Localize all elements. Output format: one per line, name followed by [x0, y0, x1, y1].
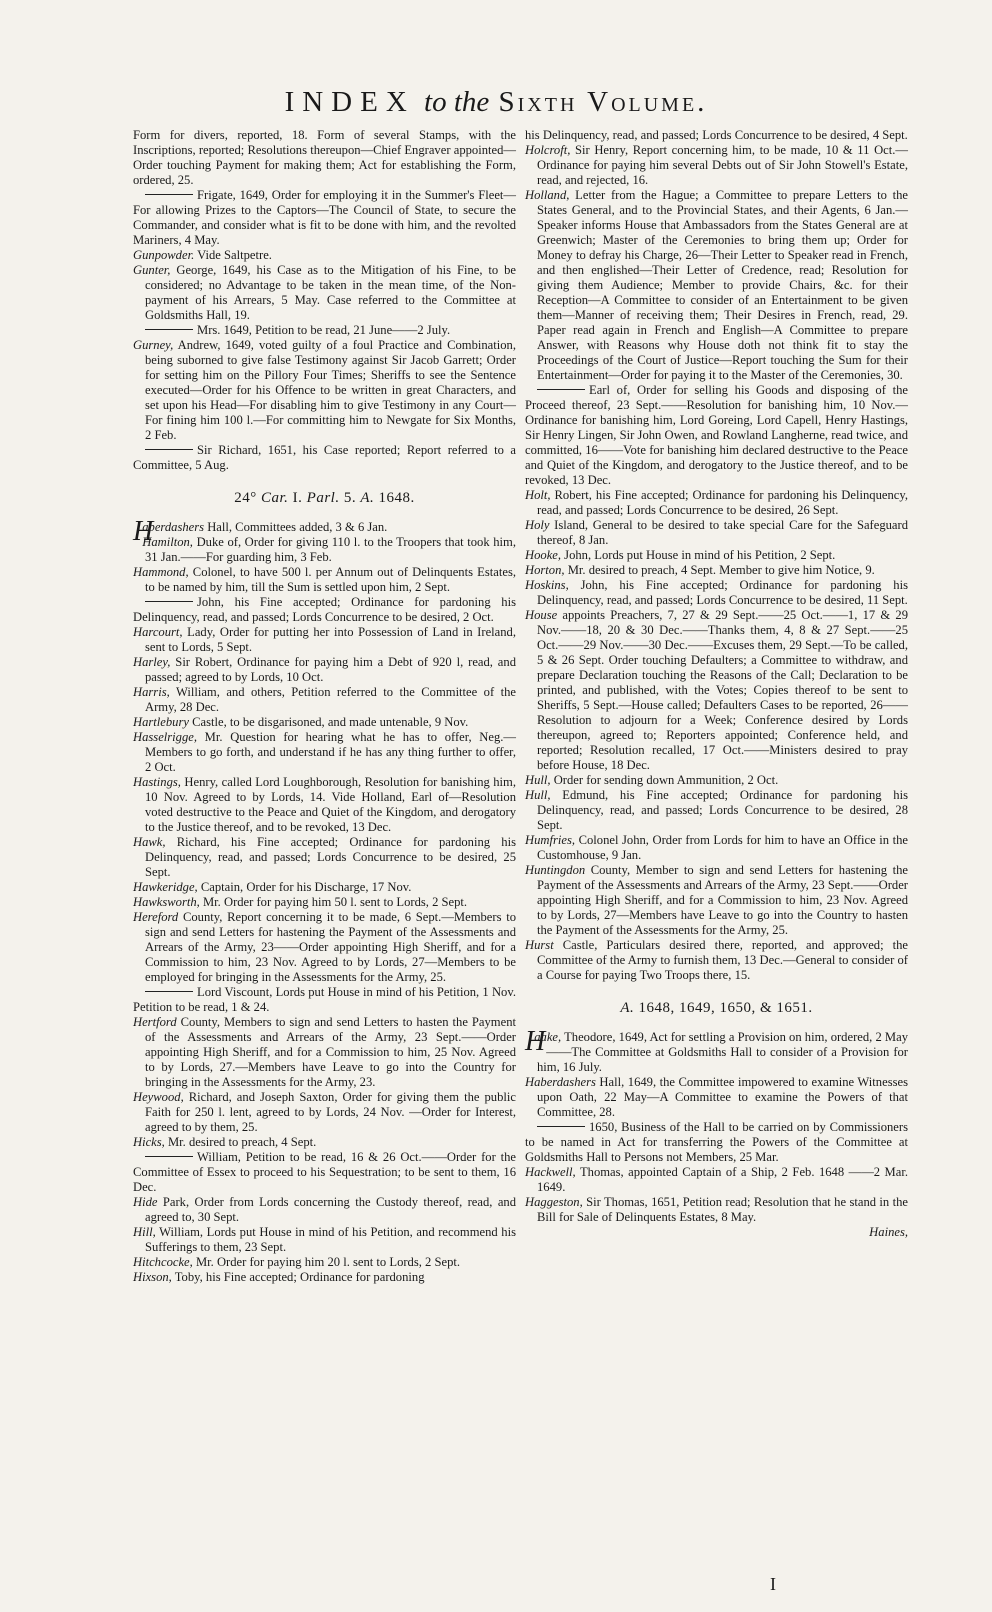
index-entry [133, 338, 516, 443]
entry-text: Thomas, appointed Captain of a Ship, 2 Feb. 1648 ——2 Mar. 1649. [537, 1165, 908, 1194]
entry-text: Robert, his Fine accepted; Ordinance for pardoning his Delinquency, read, and passed; Lords Concurrence to be desired, 26 Sept. [537, 488, 908, 517]
index-entry [525, 128, 908, 143]
index-entry [525, 788, 908, 833]
index-entry [133, 1090, 516, 1135]
entry-keyword: Hawk, [133, 835, 166, 849]
index-entry [133, 910, 516, 985]
catchword: Haines, [869, 1225, 908, 1239]
heading-car: Car. [260, 490, 289, 506]
index-entry [133, 128, 516, 188]
entry-keyword: Hitchcocke, [133, 1255, 193, 1269]
heading-ordinal: 24° [234, 490, 261, 506]
ditto-rule [145, 601, 193, 602]
ditto-rule [537, 1126, 585, 1127]
entry-text: Henry, called Lord Loughborough, Resolution for banishing him, 10 Nov. Agreed to by Lords, 14. Vide Holland, Earl of—Resolution voted destructive to the Peace and Quiet of the Kingdom, and derogatory to the Justice thereof, and to be revoked, 13 Dec. [145, 775, 516, 834]
index-entry [133, 1255, 516, 1270]
index-entry [133, 323, 516, 338]
entry-text: Mr. Question for hearing what he has to offer, Neg.—Members to go forth, and understand if he has any thing further to offer, 2 Oct. [145, 730, 516, 774]
entry-text: Sir Richard, 1651, his Case reported; Report referred to a Committee, 5 Aug. [133, 443, 516, 472]
index-entry [133, 188, 516, 248]
entry-keyword: Haggeston, [525, 1195, 583, 1209]
index-entry [525, 578, 908, 608]
index-entry [133, 625, 516, 655]
entry-keyword: Holland, [525, 188, 570, 202]
entry-text: Richard, and Joseph Saxton, Order for giving them the public Faith for 250 l. lent, agreed to by Lords, 24 Nov. —Order for Interest, agreed to by them, 25. [145, 1090, 516, 1134]
entry-text: Vide Saltpetre. [194, 248, 272, 262]
index-entry [133, 835, 516, 880]
page-title [0, 86, 992, 119]
entry-text: Park, Order from Lords concerning the Custody thereof, read, and agreed to, 30 Sept. [145, 1195, 516, 1224]
entry-keyword: Hoskins, [525, 578, 569, 592]
entry-text: Colonel John, Order from Lords for him to have an Office in the Customhouse, 9 Jan. [537, 833, 908, 862]
entry-keyword: Gunter, [133, 263, 171, 277]
entry-text: William, and others, Petition referred to the Committee of the Army, 28 Dec. [145, 685, 516, 714]
entry-text: Earl of, Order for selling his Goods and disposing of the Proceed thereof, 23 Sept.——Resolution for banishing him, 10 Nov.—Ordinance for banishing him, Lord Goreing, Lord Capell, Henry Hastings, Sir Henry Lingen, Sir John Owen, and Rowland Langherne, read twice, and committed, 16——Vote for banishing him declared destructive to the Peace and Quiet of the Kingdom, and derogatory to the Justice thereof, and to be revoked, 13 Dec. [525, 383, 908, 487]
index-entry [133, 985, 516, 1015]
entry-keyword: Gunpowder. [133, 248, 195, 262]
index-entry [133, 715, 516, 730]
index-entry [525, 488, 908, 518]
entry-keyword: Hastings, [133, 775, 181, 789]
left-column [133, 128, 516, 1285]
entry-text: Castle, Particulars desired there, reported, and approved; the Committee of the Army to furnish them, 13 Dec.—General to consider of a Course for paying Two Troops there, 15. [537, 938, 908, 982]
entry-text: Mr. Order for paying him 50 l. sent to Lords, 2 Sept. [199, 895, 468, 909]
ditto-rule [145, 194, 193, 195]
ditto-rule [145, 1156, 193, 1157]
entry-keyword: Hamilton, [142, 535, 193, 549]
index-entry [525, 863, 908, 938]
entry-text: Island, General to be desired to take special Care for the Safeguard thereof, 8 Jan. [537, 518, 908, 547]
index-entry [133, 895, 516, 910]
entry-text: appoints Preachers, 7, 27 & 29 Sept.——25 Oct.——1, 17 & 29 Nov.——18, 20 & 30 Dec.——Thanks them, 4, 8 & 27 Sept.——25 Oct.——29 Nov.——30 Dec.——Excuses them, 29 Sept.—To be called, 5 & 26 Sept. Order touching Defaulters; a Committee to withdraw, and prepare Declaration touching the Reasons of the Call; Declaration to be printed, and published, with the Votes; Copies thereof to be sent to Sheriffs, 5 Sept.—House called; Defaulters Cases to be reported, 26——Resolution to adjourn for a Week; Conference desired by Lords thereupon, agreed to; Reporters appointed; Conference held, and reported; Resolution recalled, 17 Oct.——Ministers desired to pray before House, 18 Dec. [537, 608, 908, 772]
entry-keyword: Hooke, [525, 548, 562, 562]
right-entries-2 [525, 1026, 908, 1225]
entry-text: Colonel, to have 500 l. per Annum out of Delinquents Estates, to be named by him, till the Sum is settled upon him, 2 Sept. [145, 565, 516, 594]
heading-year: 1648. [374, 490, 415, 506]
entry-text: Mr. desired to preach, 4 Sept. [164, 1135, 317, 1149]
ditto-rule [145, 991, 193, 992]
entry-text: Edmund, his Fine accepted; Ordinance for pardoning his Delinquency, read, and passed; Lords Concurrence to be desired, 28 Sept. [537, 788, 908, 832]
entry-keyword: Hertford [133, 1015, 177, 1029]
title-index: INDEX [284, 86, 415, 118]
entry-text: John, his Fine accepted; Ordinance for pardoning his Delinquency, read, and passed; Lords Concurrence to be desired, 11 Sept. [537, 578, 908, 607]
index-entry [133, 248, 516, 263]
entry-text: Mr. Order for paying him 20 l. sent to Lords, 2 Sept. [192, 1255, 461, 1269]
entry-text: Richard, his Fine accepted; Ordinance for pardoning his Delinquency, read, and passed; Lords Concurrence to be desired, 25 Sept. [145, 835, 516, 879]
entry-keyword: Hull, [525, 773, 551, 787]
left-entries-2 [133, 516, 516, 1285]
right-entries-1 [525, 128, 908, 983]
entry-text: Frigate, 1649, Order for employing it in the Summer's Fleet—For allowing Prizes to the Captors—The Council of State, to secure the Commander, and consider what is fit to be done with him, and the revolted Mariners, 4 May. [133, 188, 516, 247]
entry-text: Captain, Order for his Discharge, 17 Nov. [197, 880, 412, 894]
entry-keyword: Hide [133, 1195, 158, 1209]
entry-text: Castle, to be disgarisoned, and made untenable, 9 Nov. [188, 715, 469, 729]
ditto-rule [537, 389, 585, 390]
index-entry [133, 1270, 516, 1285]
entry-keyword: Gurney, [133, 338, 174, 352]
entry-keyword: Hackwell, [525, 1165, 576, 1179]
entry-text: Andrew, 1649, voted guilty of a foul Practice and Combination, being suborned to give false Testimony against Sir Jacob Garrett; Order for setting him on the Pillory Four Times; Sheriffs to see the Sentence executed—Order for his Offence to be written in great Characters, and set upon his Head—For disabling him to give Testimony in any Court—For fining him 100 l.—For committing him to Newgate for Six Months, 2 Feb. [145, 338, 516, 442]
entry-keyword: Hull, [525, 788, 551, 802]
index-entry [525, 608, 908, 773]
entry-keyword: Harris, [133, 685, 170, 699]
entry-text: John, his Fine accepted; Ordinance for pardoning his Delinquency, read, and passed; Lords Concurrence to be desired, 2 Oct. [133, 595, 516, 624]
entry-keyword: Humfries, [525, 833, 576, 847]
entry-text: John, Lords put House in mind of his Petition, 2 Sept. [561, 548, 836, 562]
entry-text: Mrs. 1649, Petition to be read, 21 June——2 July. [197, 323, 451, 337]
index-entry [133, 535, 516, 565]
entry-keyword: Haberdashers [525, 1075, 596, 1089]
heading-num: 5. [339, 490, 361, 506]
index-entry [133, 730, 516, 775]
index-entry [133, 775, 516, 835]
index-entry [133, 595, 516, 625]
index-entry [525, 1195, 908, 1225]
index-entry [525, 1026, 908, 1075]
left-entries-1 [133, 128, 516, 473]
entry-text: Lady, Order for putting her into Possession of Land in Ireland, sent to Lords, 5 Sept. [145, 625, 516, 654]
index-entry [133, 655, 516, 685]
entry-keyword: Haake, [525, 1026, 562, 1057]
title-volume: Sixth Volume. [498, 86, 708, 118]
ditto-rule [145, 329, 193, 330]
entry-keyword: Hicks, [133, 1135, 165, 1149]
index-entry [133, 1150, 516, 1195]
index-entry [525, 518, 908, 548]
heading-a: A. [620, 1000, 635, 1016]
entry-keyword: House [525, 608, 558, 622]
entry-text: County, Member to sign and send Letters for hastening the Payment of the Assessments and Arrears of the Army, 23 Sept.——Order appointing High Sheriff, and for a Commission to him, 23 Nov. Agreed to by Lords, 27—Members have Leave to go into the Country to hasten the Payment of the Assessments for the Army, 25. [537, 863, 908, 937]
heading-parl: Parl. [306, 490, 340, 506]
entry-keyword: Holcroft, [525, 143, 571, 157]
index-entry [133, 443, 516, 473]
index-entry [133, 1135, 516, 1150]
title-to-the: to the [424, 86, 490, 118]
index-entry [525, 938, 908, 983]
index-entry [525, 548, 908, 563]
entry-text: Form for divers, reported, 18. Form of several Stamps, with the Inscriptions, reported; Resolutions thereupon—Chief Engraver appointed—Order touching Payment for making them; Act for establishing the Form, ordered, 25. [133, 128, 516, 187]
entry-text: William, Petition to be read, 16 & 26 Oct.——Order for the Committee of Essex to proceed to his Sequestration; to be sent to them, 16 Dec. [133, 1150, 516, 1194]
entry-text: Letter from the Hague; a Committee to prepare Letters to the States General, and to the Provincial States, and their Agents, 6 Jan.—Speaker informs House that Ambassadors from the States General are at Greenwich; Master of the Ceremonies to bring them up; Order for Money to defray his Charge, 26—Their Letter to Speaker read in French, and then englished—Their Letter of Credence, read; Resolution for giving them Audience; Member to provide Chairs, &c. for their Reception—A Committee to consider of an Entertainment to be given them—Manner of receiving them; Their Desires in French, read, 29. Paper read again in French and English—A Committee to prepare Answer, with Reasons why House doth not think fit to stay the Proceedings of the Court of Justice—Report touching the Sum for their Entertainment—Order for paying it to the Master of the Ceremonies, 30. [537, 188, 908, 382]
entry-keyword: Holy [525, 518, 550, 532]
entry-text: County, Members to sign and send Letters to hasten the Payment of the Assessments and Arrears of the Army, 23 Sept.——Order appointing High Sheriff, and for a Commission to him, 25 Nov. Agreed to by Lords, 27.—Members have Leave to go into the Country for bringing in the Assessments for the Army, 23. [145, 1015, 516, 1089]
entry-text: his Delinquency, read, and passed; Lords Concurrence to be desired, 4 Sept. [525, 128, 908, 142]
entry-keyword: Hurst [525, 938, 554, 952]
entry-text: Sir Henry, Report concerning him, to be made, 10 & 11 Oct.—Ordinance for paying him several Debts out of Sir John Stowell's Estate, read, and rejected, 16. [537, 143, 908, 187]
entry-text: Sir Robert, Ordinance for paying him a Debt of 920 l, read, and passed; agreed to by Lords, 10 Oct. [145, 655, 516, 684]
index-entry [525, 143, 908, 188]
index-entry [133, 565, 516, 595]
index-entry [525, 383, 908, 488]
entry-text: 1650, Business of the Hall to be carried on by Commissioners to be named in Act for transferring the Powers of the Committee at Goldsmiths Hall to Persons not Members, 25 Mar. [525, 1120, 908, 1164]
index-entry [525, 833, 908, 863]
index-entry [525, 1165, 908, 1195]
entry-keyword: Harcourt, [133, 625, 183, 639]
entry-text: William, Lords put House in mind of his Petition, and recommend his Sufferings to them, 23 Sept. [145, 1225, 516, 1254]
entry-keyword: Horton, [525, 563, 565, 577]
index-entry [133, 880, 516, 895]
folio-mark: I [770, 1574, 776, 1594]
entry-text: Mr. desired to preach, 4 Sept. Member to give him Notice, 9. [564, 563, 875, 577]
entry-keyword: Hasselrigge, [133, 730, 198, 744]
entry-text: Hall, Committees added, 3 & 6 Jan. [204, 520, 388, 534]
entry-keyword: Haberdashers [133, 516, 205, 547]
right-column [525, 128, 908, 1240]
entry-keyword: Holt, [525, 488, 551, 502]
entry-keyword: Harley, [133, 655, 171, 669]
index-entry [133, 1195, 516, 1225]
heading-regnal: I. [288, 490, 307, 506]
ditto-rule [145, 449, 193, 450]
entry-text: George, 1649, his Case as to the Mitigation of his Fine, to be considered; no Advantage to be taken in the mean time, of the Non-payment of his Arrears, 5 May. Case referred to the Committee at Goldsmiths Hall, 19. [145, 263, 516, 322]
entry-text: Order for sending down Ammunition, 2 Oct. [550, 773, 779, 787]
entry-text: Duke of, Order for giving 110 l. to the Troopers that took him, 31 Jan.——For guarding him, 3 Feb. [145, 535, 516, 564]
entry-keyword: Hammond, [133, 565, 189, 579]
entry-keyword: Hixson, [133, 1270, 172, 1284]
index-entry [133, 263, 516, 323]
left-section-heading [133, 491, 516, 506]
entry-text: Lord Viscount, Lords put House in mind of his Petition, 1 Nov. Petition to be read, 1 & 24. [133, 985, 516, 1014]
index-entry [525, 563, 908, 578]
entry-keyword: Hereford [133, 910, 179, 924]
right-section-heading [525, 1001, 908, 1016]
entry-text: Sir Thomas, 1651, Petition read; Resolution that he stand in the Bill for Sale of Delinquents Estates, 8 May. [537, 1195, 908, 1224]
entry-text: County, Report concerning it to be made, 6 Sept.—Members to sign and send Letters for hastening the Payment of the Assessments and Arrears of the Army, 23——Order appointing High Sheriff, and for a Commission to him, 23 Nov. Agreed to by Lords, 27—Members to be employed for bringing in the Assessments for the Army, 25. [145, 910, 516, 984]
entry-keyword: Hawkeridge, [133, 880, 198, 894]
heading-years: 1648, 1649, 1650, & 1651. [634, 1000, 813, 1016]
index-entry [133, 1015, 516, 1090]
entry-text: Toby, his Fine accepted; Ordinance for pardoning [171, 1270, 425, 1284]
entry-text: Hall, 1649, the Committee impowered to examine Witnesses upon Oath, 22 May—A Committee to examine the Powers of that Committee, 28. [537, 1075, 908, 1119]
entry-keyword: Hawksworth, [133, 895, 200, 909]
index-entry [525, 773, 908, 788]
entry-text: Theodore, 1649, Act for settling a Provision on him, ordered, 2 May——The Committee at Goldsmiths Hall to consider of a Provision for him, 16 July. [537, 1030, 908, 1074]
entry-keyword: Hill, [133, 1225, 156, 1239]
entry-keyword: Hartlebury [133, 715, 189, 729]
index-entry [525, 1120, 908, 1165]
entry-keyword: Huntingdon [525, 863, 586, 877]
index-entry [133, 685, 516, 715]
index-entry [525, 1075, 908, 1120]
entry-keyword: Heywood, [133, 1090, 184, 1104]
index-entry [133, 1225, 516, 1255]
index-entry [525, 188, 908, 383]
heading-a: A. [360, 490, 375, 506]
